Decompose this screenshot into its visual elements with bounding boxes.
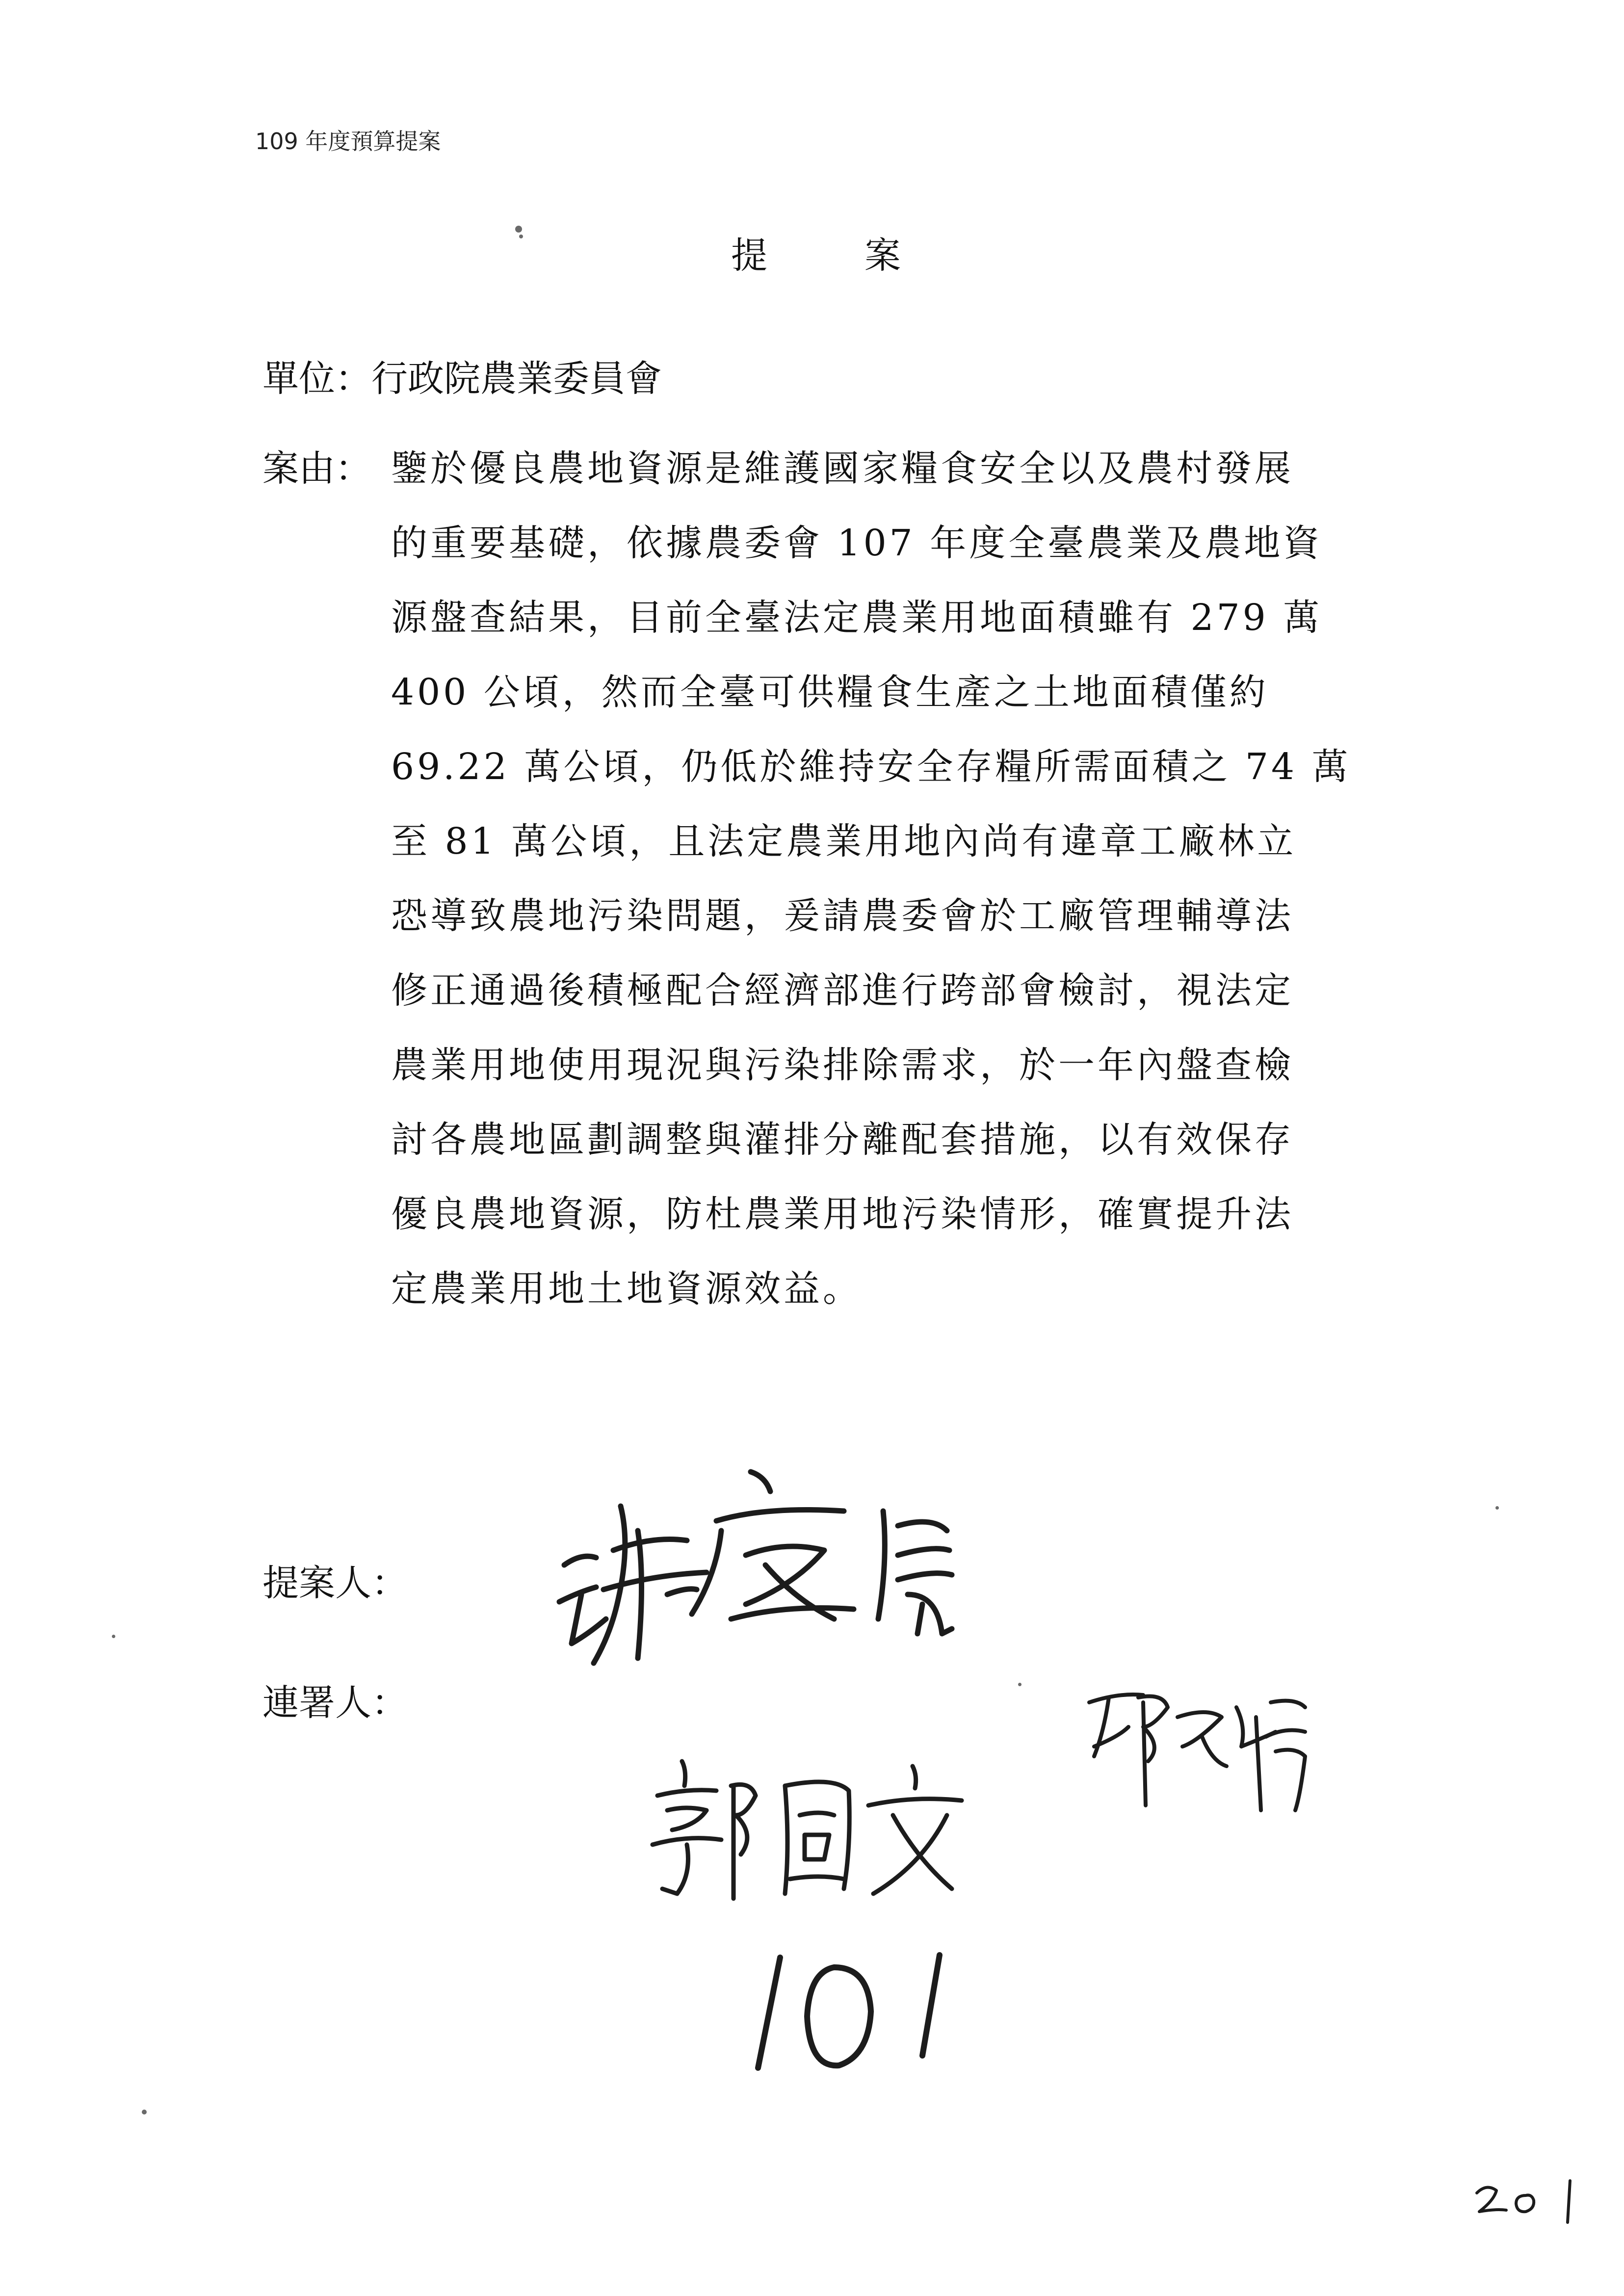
document-title: 提案 (731, 235, 998, 277)
reason-line: 400 公頃，然而全臺可供糧食生產之土地面積僅約 (391, 671, 1269, 713)
page-number (1467, 2173, 1585, 2227)
reason-line: 優良農地資源，防杜農業用地污染情形，確實提升法 (391, 1193, 1294, 1235)
reason-label: 案由： (262, 447, 371, 490)
scan-speck (1018, 1683, 1022, 1686)
cosigner-signature-1 (653, 1761, 962, 1899)
scan-speck (112, 1635, 115, 1638)
proposer-signature (559, 1472, 952, 1663)
scan-speck (1495, 1506, 1499, 1510)
proposer-label: 提案人： (262, 1562, 408, 1604)
reason-line: 鑒於優良農地資源是維護國家糧食安全以及農村發展 (391, 447, 1294, 490)
reason-line: 農業用地使用現況與污染排除需求，於一年內盤查檢 (391, 1044, 1294, 1086)
scan-speck (519, 235, 523, 238)
reason-line: 定農業用地土地資源效益。 (391, 1268, 862, 1310)
unit-label: 單位： (262, 358, 371, 400)
scan-speck (515, 226, 522, 233)
header-note: 109 年度預算提案 (255, 128, 441, 155)
unit-row (262, 354, 662, 403)
reason-line: 討各農地區劃調整與灌排分離配套措施，以有效保存 (391, 1119, 1294, 1161)
cosigner-label: 連署人： (262, 1682, 408, 1724)
reason-line: 修正通過後積極配合經濟部進行跨部會檢討，視法定 (391, 969, 1294, 1012)
reason-line: 的重要基礎，依據農委會 107 年度全臺農業及農地資 (391, 522, 1323, 564)
reason-text (391, 444, 1382, 1339)
reason-line: 至 81 萬公頃，且法定農業用地內尚有違章工廠林立 (391, 820, 1297, 862)
scan-speck (142, 2110, 147, 2114)
handwritten-number (758, 1955, 940, 2068)
reason-line: 源盤查結果，目前全臺法定農業用地面積雖有 279 萬 (391, 597, 1323, 639)
unit-value: 行政院農業委員會 (371, 358, 662, 400)
cosigner-signature-2 (1089, 1695, 1305, 1810)
reason-line: 恐導致農地污染問題，爰請農委會於工廠管理輔導法 (391, 895, 1294, 937)
reason-line: 69.22 萬公頃，仍低於維持安全存糧所需面積之 74 萬 (391, 746, 1351, 788)
